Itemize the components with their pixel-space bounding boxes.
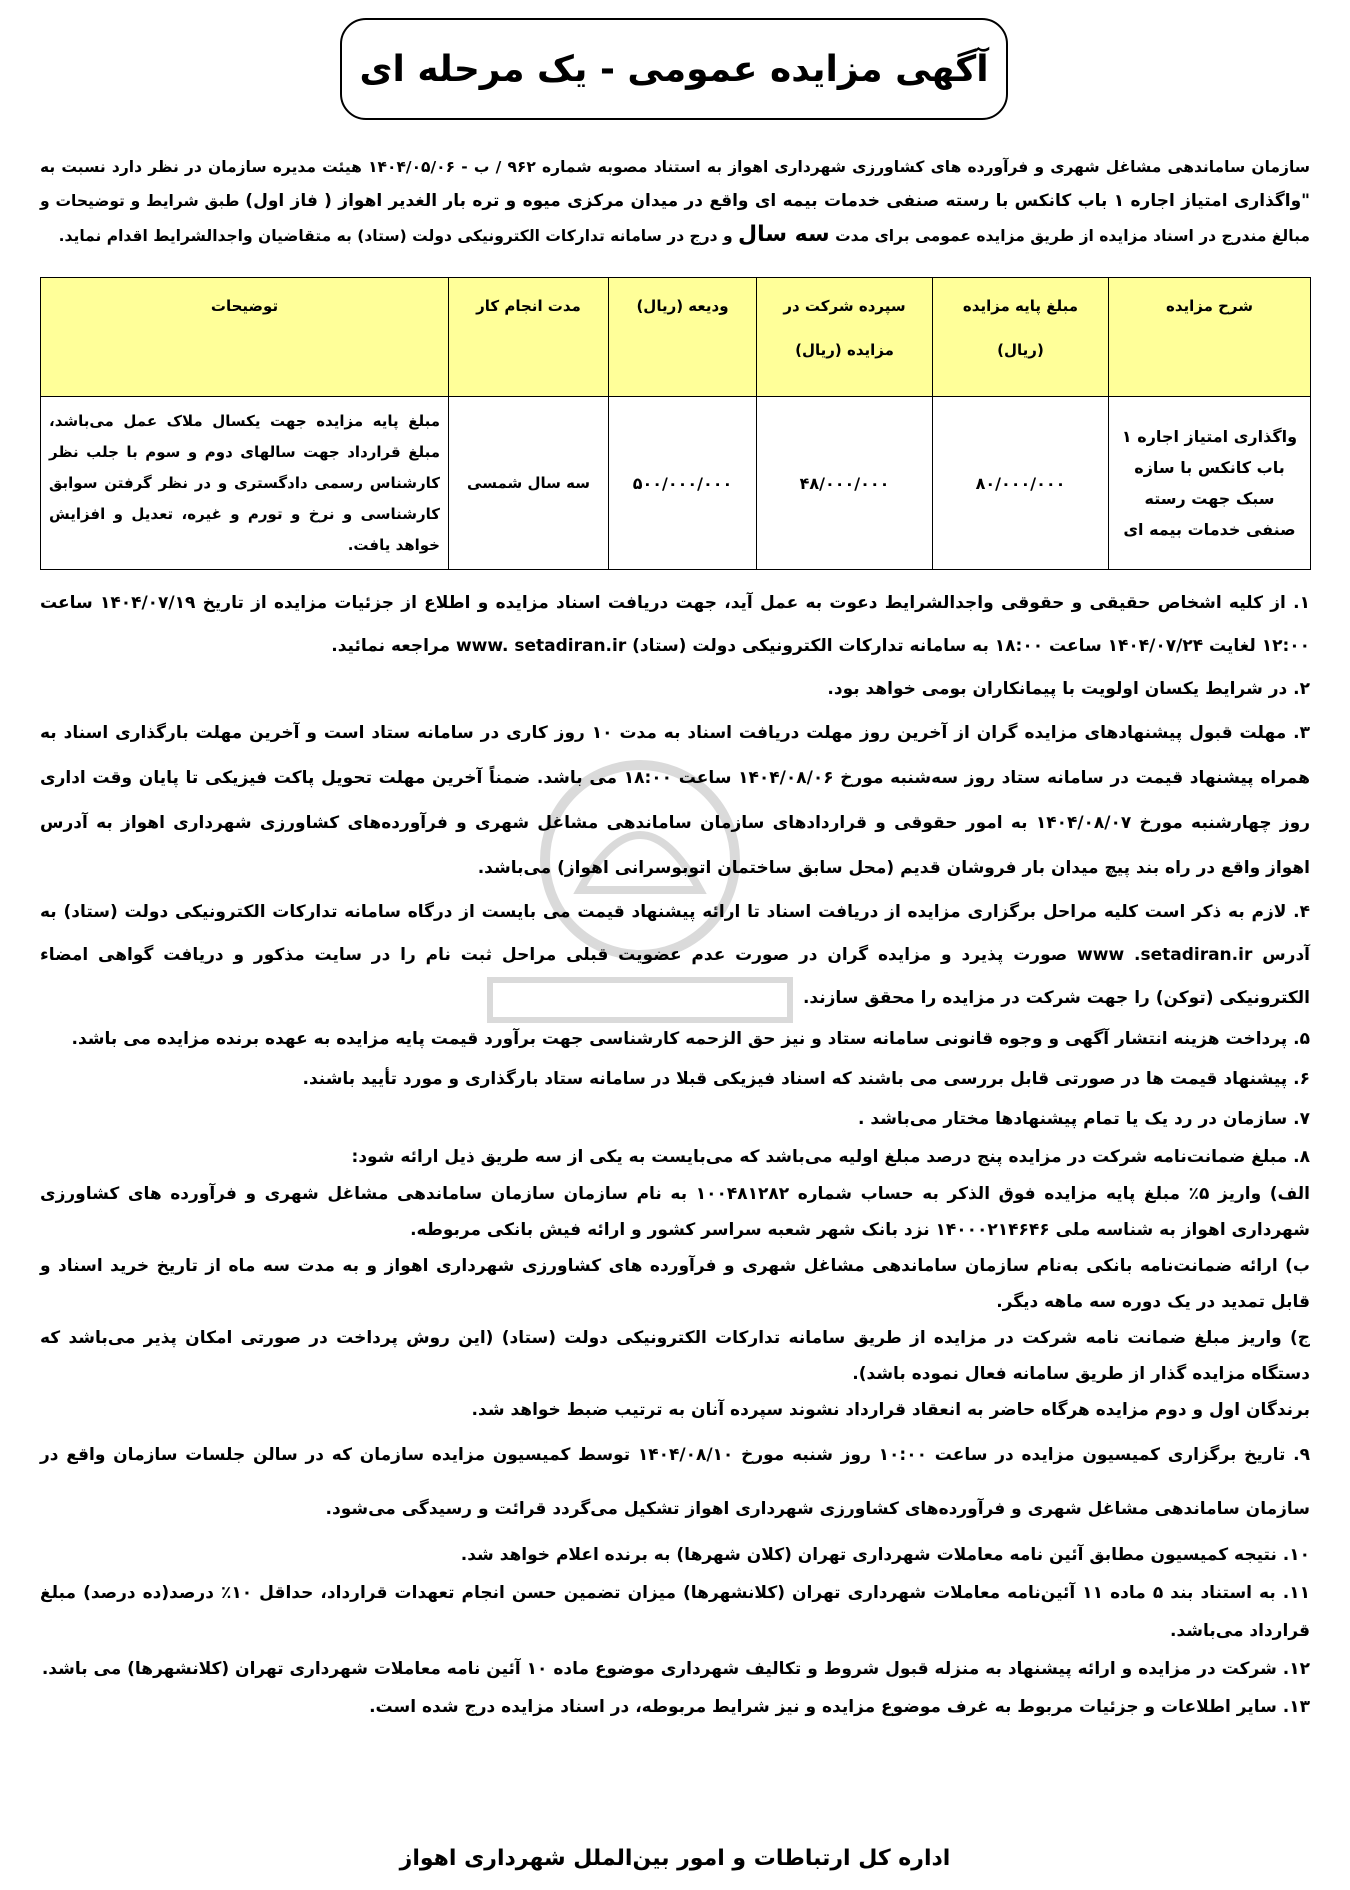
clause-winners-note: برندگان اول و دوم مزایده هرگاه حاضر به انعقاد قرارداد نشوند سپرده آنان به ترتیب ضبط خواهد شد. [471,1400,1310,1420]
clause-1: ۱. از کلیه اشخاص حقیقی و حقوقی واجدالشرایط دعوت به عمل آید، جهت دریافت اسناد مزایده و اطلاع از جزئیات مزایده از تاریخ ۱۴۰۴/۰۷/۱۹ ساعت ۱۲:۰۰ لغایت ۱۴۰۴/۰۷/۲۴ ساعت ۱۸:۰۰ به سامانه تدارکات الکترونیکی دولت (ستاد) www. setadiran.ir مراجعه نمائید. [40,593,1310,656]
page-title: آگهی مزایده عمومی - یک مرحله ای [359,48,989,90]
intro-duration: سه سال [738,222,830,247]
clause-7: ۷. سازمان در رد یک یا تمام پیشنهادها مختار می‌باشد . [858,1109,1310,1129]
clause-5: ۵. پرداخت هزینه انتشار آگهی و وجوه قانونی سامانه ستاد و نیز حق الزحمه کارشناسی جهت برآورد قیمت پایه مزایده به عهده برنده مزایده می باشد. [71,1029,1310,1049]
cell-deposit: ۵۰۰/۰۰۰/۰۰۰ [609,397,757,570]
header-notes: توضیحات [41,278,449,397]
intro-paragraph [40,150,1310,253]
clause-3: ۳. مهلت قبول پیشنهادهای مزایده گران از آخرین روز مهلت دریافت اسناد به مدت ۱۰ روز کاری در سامانه ستاد است و آخرین مهلت بارگذاری اسناد به همراه پیشنهاد قیمت در سامانه ستاد روز سه‌شنبه مورخ ۱۴۰۴/۰۸/۰۶ ساعت ۱۸:۰۰ می باشد. ضمناً آخرین مهلت تحویل پاکت فیزیکی تا پایان وقت اداری روز چهارشنبه مورخ ۱۴۰۴/۰۸/۰۷ به امور حقوقی و قراردادهای سازمان ساماندهی مشاغل شهری و فرآورده‌های کشاورزی شهرداری اهواز به آدرس اهواز واقع در راه بند پیچ میدان بار فروشان قدیم (محل سابق ساختمان اتوبوسرانی اهواز) می‌باشد. [40,723,1311,878]
header-participation-deposit: سپرده شرکت در مزایده (ریال) [757,278,933,397]
clause-8-a: الف) واریز ۵٪ مبلغ پایه مزایده فوق الذکر به حساب شماره ۱۰۰۴۸۱۲۸۲ به نام سازمان سازمان ساماندهی مشاغل شهری و فرآورده های کشاورزی شهرداری اهواز به شناسه ملی ۱۴۰۰۰۲۱۴۶۴۶ نزد بانک شهر شعبه سراسر کشور و ارائه فیش بانکی مربوطه. [40,1184,1311,1240]
auction-table [40,277,1311,570]
clause-13: ۱۳. سایر اطلاعات و جزئیات مربوط به غرف موضوع مزایده و نیز شرایط مربوطه، در اسناد مزایده درج شده است. [369,1697,1310,1717]
table-row [41,397,1311,570]
footer-signature: اداره کل ارتباطات و امور بین‌الملل شهرداری اهواز [399,1846,951,1871]
cell-notes: مبلغ پایه مزایده جهت یکسال ملاک عمل می‌باشد، مبلغ قرارداد جهت سالهای دوم و سوم با جلب نظر کارشناس رسمی دادگستری و در نظر گرفتن سوابق کارشناسی و نرخ و تورم و غیره، تعدیل و افزایش خواهد یافت. [41,397,449,570]
clause-11: ۱۱. به استناد بند ۵ ماده ۱۱ آئین‌نامه معاملات شهرداری تهران (کلانشهرها) میزان تضمین حسن انجام تعهدات قرارداد، حداقل ۱۰٪ درصد(ده درصد) مبلغ قرارداد می‌باشد. [40,1583,1311,1641]
cell-base-price: ۸۰/۰۰۰/۰۰۰ [933,397,1109,570]
clause-4: ۴. لازم به ذکر است کلیه مراحل برگزاری مزایده از دریافت اسناد تا ارائه پیشنهاد قیمت می بایست از درگاه سامانه تدارکات الکترونیکی دولت (ستاد) به آدرس www .setadiran.ir صورت پذیرد و مزایده گران در صورت عدم عضویت قبلی مراحل ثبت نام را در سایت مذکور و دریافت گواهی امضاء الکترونیکی (توکن) را جهت شرکت در مزایده را محقق سازند. [40,902,1310,1008]
clause-8: ۸. مبلغ ضمانت‌نامه شرکت در مزایده پنج درصد مبلغ اولیه می‌باشد که می‌بایست به یکی از سه طریق ذیل ارائه شود: [351,1147,1310,1167]
header-deposit: ودیعه (ریال) [609,278,757,397]
clause-8-b: ب) ارائه ضمانت‌نامه بانکی به‌نام سازمان ساماندهی مشاغل شهری و فرآورده های کشاورزی شهرداری اهواز و به مدت سه ماه از تاریخ خرید اسناد و قابل تمدید در یک دوره سه ماهه دیگر. [40,1256,1310,1312]
cell-duration: سه سال شمسی [449,397,609,570]
clause-12: ۱۲. شرکت در مزایده و ارائه پیشنهاد به منزله قبول شروط و تکالیف شهرداری موضوع ماده ۱۰ آئین نامه معاملات شهرداری تهران (کلانشهرها) می باشد. [41,1659,1310,1679]
cell-subject: واگذاری امتیاز اجاره ۱ باب کانکس با سازه سبک جهت رسته صنفی خدمات بیمه ای [1109,397,1311,570]
clause-10: ۱۰. نتیجه کمیسیون مطابق آئین نامه معاملات شهرداری تهران (کلان شهرها) به برنده اعلام خواهد شد. [460,1545,1310,1565]
clause-9: ۹. تاریخ برگزاری کمیسیون مزایده در ساعت ۱۰:۰۰ روز شنبه مورخ ۱۴۰۴/۰۸/۱۰ توسط کمیسیون مزایده سازمان که در سالن جلسات سازمان واقع در سازمان ساماندهی مشاغل شهری و فرآورده‌های کشاورزی شهرداری اهواز تشکیل می‌گردد قرائت و رسیدگی می‌شود. [40,1445,1310,1519]
intro-line-2-tail: طبق شرایط و توضیحات و مبالغ [40,192,1310,245]
intro-line-3-pre: مندرج در اسناد مزایده از طریق مزایده عمومی برای مدت [835,227,1267,245]
header-duration: مدت انجام کار [449,278,609,397]
clause-6: ۶. پیشنهاد قیمت ها در صورتی قابل بررسی می باشند که اسناد فیزیکی قبلا در سامانه ستاد بارگذاری و مورد تأیید باشند. [302,1069,1310,1089]
title-frame [340,18,1008,120]
clauses-list [40,582,1310,1726]
cell-participation-deposit: ۴۸/۰۰۰/۰۰۰ [757,397,933,570]
header-base-price: مبلغ پایه مزایده (ریال) [933,278,1109,397]
table-header-row [41,278,1311,397]
intro-subject: "واگذاری امتیاز اجاره ۱ باب کانکس با رسته صنفی خدمات بیمه ای واقع در میدان مرکزی میوه و تره بار الغدیر اهواز ( فاز اول) [245,191,1311,211]
clause-2: ۲. در شرایط یکسان اولویت با پیمانکاران بومی خواهد بود. [827,679,1310,699]
intro-line-1: سازمان ساماندهی مشاغل شهری و فرآورده های کشاورزی شهرداری اهواز به استناد مصوبه شماره ۹۶۲ / ب - ۱۴۰۴/۰۵/۰۶ هیئت مدیره سازمان در نظر دارد نسبت به [40,158,1311,176]
header-subject: شرح مزایده [1109,278,1311,397]
clause-8-c: ج) واریز مبلغ ضمانت نامه شرکت در مزایده از طریق سامانه تدارکات الکترونیکی دولت (ستاد) (این روش پرداخت در صورتی امکان پذیر می‌باشد که دستگاه مزایده گذار از طریق سامانه فعال نموده باشد). [40,1328,1310,1384]
intro-line-3-post: و درج در سامانه تدارکات الکترونیکی دولت (ستاد) به متقاضیان واجدالشرایط اقدام نماید. [58,227,733,245]
